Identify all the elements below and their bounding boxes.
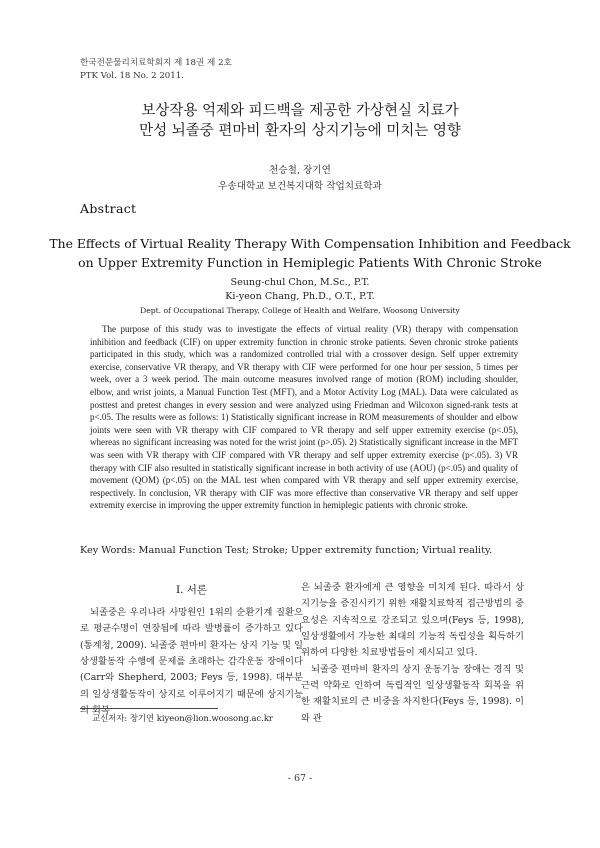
korean-author-names: 천승철, 장기연	[269, 165, 331, 176]
journal-citation: PTK Vol. 18 No. 2 2011.	[80, 71, 184, 81]
english-department: Dept. of Occupational Therapy, College of Health and Welfare, Woosong University	[140, 306, 460, 315]
abstract-body: The purpose of this study was to investigate the effects of virtual reality (VR) therapy with compensation inhibition and feedback (CIF) on upper extremity function in chronic stroke patients. Seven chronic stroke patients participated in this study, which was a randomized controlled trial with a crossover design. Self upper extremity exercise, conservative VR therapy, and VR therapy with CIF were performed for one hour per session, 5 times per week, over a 3 week period. The main outcome measures involved range of motion (ROM) including shoulder, elbow, and wrist joints, a Manual Function Test (MFT), and a Motor Activity Log (MAL). Data were calculated as posttest and pretest changes in every session and were analyzed using Friedman and Wilcoxon signed-rank tests at p<.05. The results were as follows: 1) Statistically significant increase in ROM measurements of shoulder and elbow joints were seen with VR therapy with CIF compared to VR therapy and self upper extremity exercise (p<.05), whereas no significant increasing was noted for the wrist joint (p>.05). 2) Statistically significant increase in the MFT was seen with VR therapy with CIF compared with VR therapy and self upper extremity exercise (p<.05). 3) VR therapy with CIF also resulted in statistically significant increase in both activity of use (AOU) (p<.05) and quality of movement (QOM) (p<.05) on the MAL test when compared with VR therapy and self upper extremity exercise, respectively. In conclusion, VR therapy with CIF was more effective than conservative VR therapy and self upper extremity exercise in improving the upper extremity function in hemiplegic patients with chronic stroke.	[90, 324, 518, 511]
english-author-1: Seung-chul Chon, M.Sc., P.T.	[230, 277, 370, 288]
keywords: Key Words: Manual Function Test; Stroke; Upper extremity function; Virtual reality.	[80, 545, 493, 556]
korean-affiliation: 우송대학교 보건복지대학 작업치료학과	[218, 181, 382, 192]
section-heading-introduction: Ⅰ. 서론	[175, 584, 208, 596]
journal-header	[80, 57, 232, 83]
english-title	[40, 234, 580, 272]
corresponding-author-footnote: 교신저자: 장기연 kiyeon@lion.woosong.ac.kr	[92, 713, 273, 723]
korean-title-line-1: 보상작용 억제와 피드백을 제공한 가상현실 치료가	[141, 103, 459, 119]
english-author-2: Ki-yeon Chang, Ph.D., O.T., P.T.	[225, 291, 375, 302]
english-title-line-1: The Effects of Virtual Reality Therapy With Compensation Inhibition and Feedback	[49, 236, 571, 251]
right-column	[301, 580, 524, 727]
korean-title	[0, 101, 600, 141]
left-column-text: 뇌졸중은 우리나라 사망원인 1위의 순환기계 질환으로 평균수명이 연장됨에 따라 발병률이 증가하고 있다(통계청, 2009). 뇌졸중 편마비 환자는 상지 기능 및 일상생활동작 수행에 문제를 초래하는 감각운동 장애이다(Carr와 Shepherd, 2003; Feys 등, 1998). 대부분의 일상생활동작이 상지로 이루어지기 때문에 상지기능의 회복	[80, 607, 303, 717]
page-number: - 67 -	[287, 773, 313, 784]
english-title-line-2: on Upper Extremity Function in Hemiplegic Patients With Chronic Stroke	[78, 255, 542, 270]
journal-korean-name: 한국전문물리치료학회지 제 18권 제 2호	[80, 58, 232, 68]
english-authors	[0, 276, 600, 318]
right-column-paragraph-1: 은 뇌졸중 환자에게 큰 영향을 미치게 된다. 따라서 상지기능을 증진시키기 위한 재활치료학적 접근방법의 중요성은 지속적으로 강조되고 있으며(Feys 등, 1998), 일상생활에서 가능한 최대의 기능적 독립성을 획득하기 위하여 다양한 치료방법들이 제시되고 있다.	[301, 582, 524, 659]
right-column-paragraph-2: 뇌졸중 편마비 환자의 상지 운동기능 장애는 경직 및 근력 약화로 인하여 독립적인 일상생활동작 회복을 위한 재활치료의 큰 비중을 차지한다(Feys 등, 1998). 이와 관	[301, 663, 524, 724]
footnote-divider	[80, 708, 218, 709]
abstract-heading: Abstract	[80, 201, 137, 216]
korean-title-line-2: 만성 뇌졸중 편마비 환자의 상지기능에 미치는 영향	[139, 123, 461, 139]
korean-authors	[0, 163, 600, 195]
